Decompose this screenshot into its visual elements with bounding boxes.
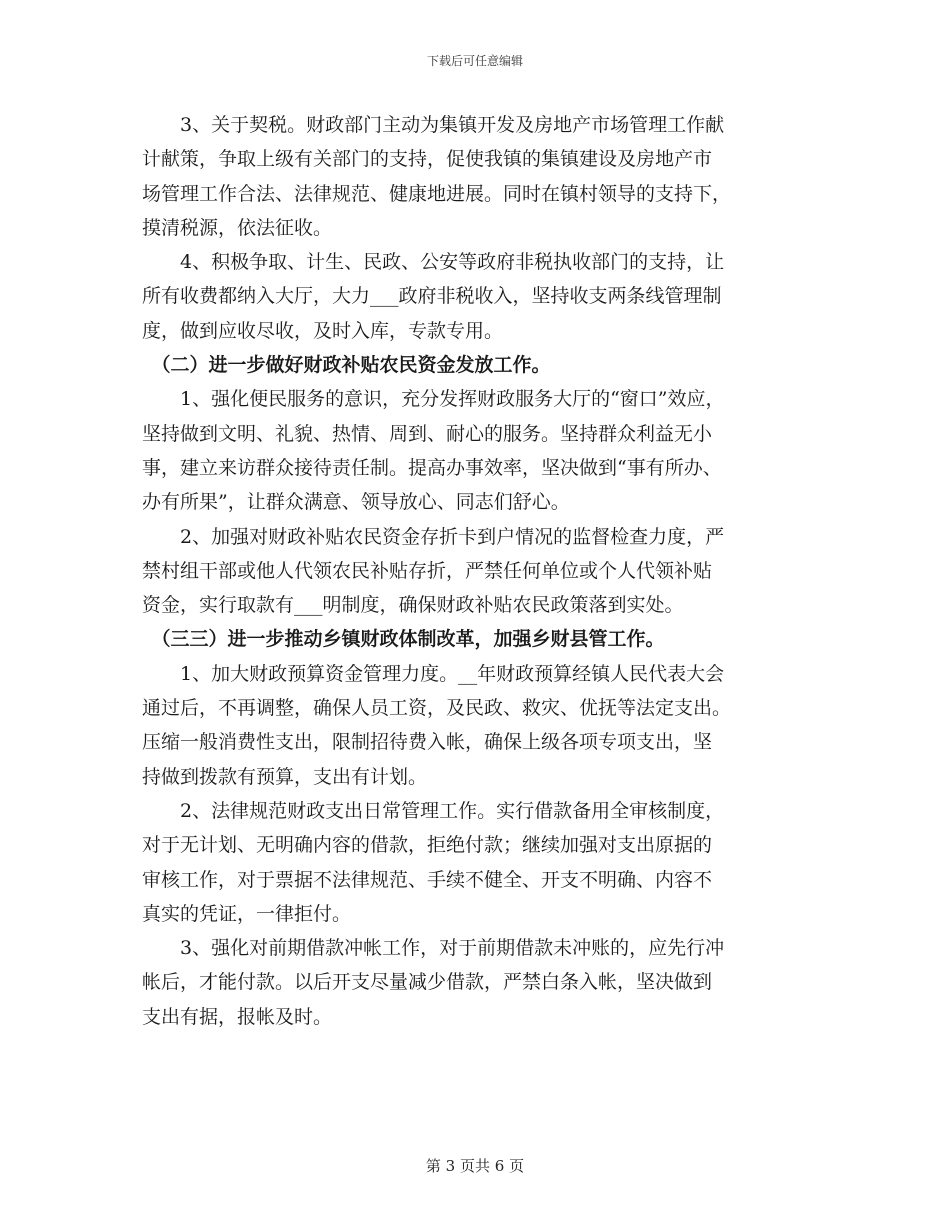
paragraph-line: 压缩一般消费性支出，限制招待费入帐，确保上级各项专项支出，坚 <box>142 731 713 754</box>
page-footer: 第 3 页共 6 页 <box>425 1157 525 1175</box>
paragraph-line: 帐后，才能付款。以后开支尽量减少借款，严禁白条入帐，坚决做到 <box>142 971 713 994</box>
paragraph-line: 场管理工作合法、法律规范、健康地进展。同时在镇村领导的支持下， <box>142 182 732 205</box>
paragraph-line: 持做到拨款有预算，支出有计划。 <box>142 765 428 788</box>
paragraph-line: 1、强化便民服务的意识，充分发挥财政服务大厅的“窗口”效应， <box>142 388 725 411</box>
paragraph-line: 事，建立来访群众接待责任制。提高办事效率，坚决做到“事有所办、 <box>142 456 722 479</box>
paragraph-line: 审核工作，对于票据不法律规范、手续不健全、开支不明确、内容不 <box>142 868 713 891</box>
paragraph-line: 所有收费都纳入大厅，大力___政府非税收入，坚持收支两条线管理制 <box>142 285 722 308</box>
paragraph-line: 摸清税源，依法征收。 <box>142 216 333 239</box>
paragraph-line: 计献策，争取上级有关部门的支持，促使我镇的集镇建设及房地产市 <box>142 148 713 171</box>
paragraph-line: 真实的凭证，一律拒付。 <box>142 902 352 925</box>
paragraph-line: 4、积极争取、计生、民政、公安等政府非税执收部门的支持，让 <box>142 251 725 274</box>
paragraph-line: 1、加大财政预算资金管理力度。__年财政预算经镇人民代表大会 <box>142 662 725 685</box>
paragraph-line: 2、法律规范财政支出日常管理工作。实行借款备用全审核制度， <box>142 799 725 822</box>
section-heading-line: （三三）进一步推动乡镇财政体制改革，加强乡财县管工作。 <box>142 628 665 651</box>
paragraph-line: 禁村组干部或他人代领农民补贴存折，严禁任何单位或个人代领补贴 <box>142 559 713 582</box>
paragraph-line: 资金，实行取款有___明制度，确保财政补贴农民政策落到实处。 <box>142 594 684 617</box>
paragraph-line: 2、加强对财政补贴农民资金存折卡到户情况的监督检查力度，严 <box>142 525 725 548</box>
section-heading-line: （二）进一步做好财政补贴农民资金发放工作。 <box>142 354 551 377</box>
paragraph-line: 对于无计划、无明确内容的借款，拒绝付款；继续加强对支出原据的 <box>142 834 713 857</box>
paragraph-line: 坚持做到文明、礼貌、热情、周到、耐心的服务。坚持群众利益无小 <box>142 422 713 445</box>
document-body <box>142 108 812 1034</box>
paragraph-line: 办有所果”，让群众满意、领导放心、同志们舒心。 <box>142 491 570 514</box>
paragraph-line: 通过后，不再调整，确保人员工资，及民政、救灾、优抚等法定支出。 <box>142 697 732 720</box>
paragraph-line: 度，做到应收尽收，及时入库，专款专用。 <box>142 319 504 342</box>
paragraph-line: 支出有据，报帐及时。 <box>142 1005 333 1028</box>
paragraph-line: 3、关于契税。财政部门主动为集镇开发及房地产市场管理工作献 <box>142 114 725 136</box>
paragraph-line: 3、强化对前期借款冲帐工作，对于前期借款未冲账的，应先行冲 <box>142 937 725 960</box>
page-header: 下载后可任意编辑 <box>426 54 523 68</box>
